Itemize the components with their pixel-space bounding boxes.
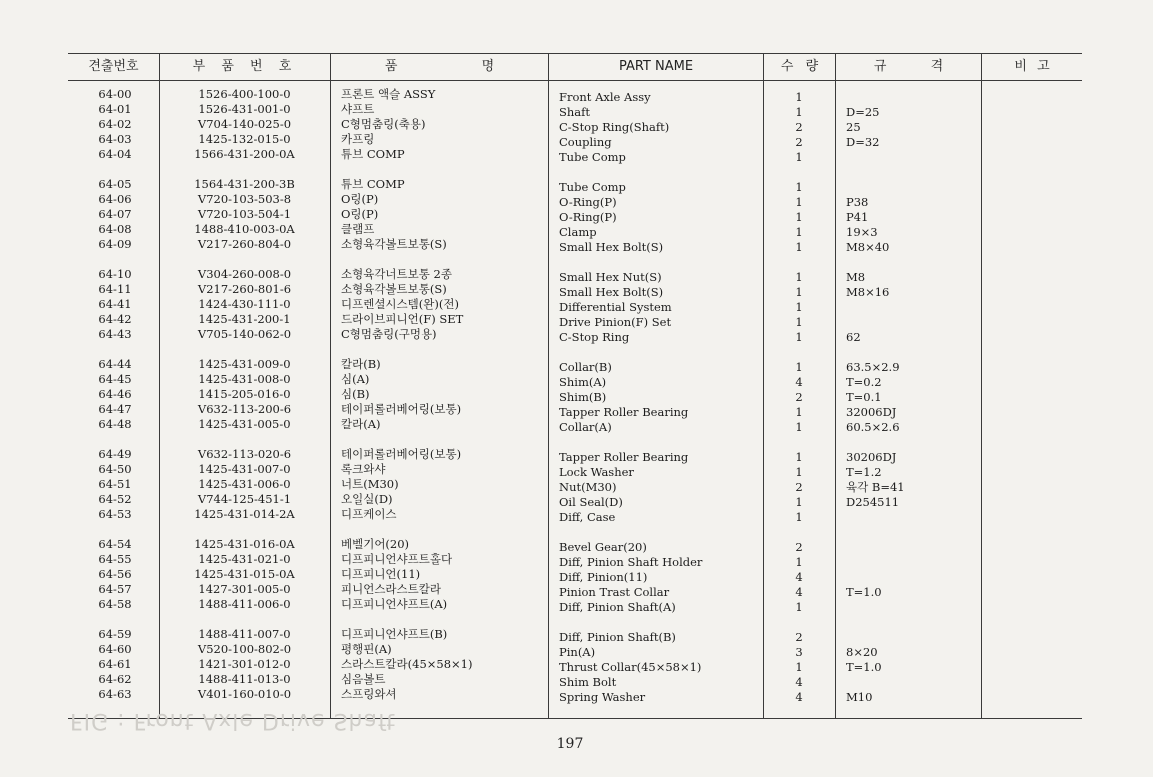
row-part-name: Shaft [559,105,591,119]
row-part-name: Tube Comp [559,180,626,194]
row-quantity: 1 [795,330,803,344]
row-code: 64-58 [98,597,132,611]
row-spec: 8×20 [846,645,878,659]
header-spec: 규 격 [873,59,944,74]
row-code: 64-45 [98,372,132,386]
row-part-number: 1425-431-008-0 [198,372,291,386]
row-korean-name: 오일실(D) [341,492,393,506]
row-quantity: 1 [795,180,803,194]
row-code: 64-46 [98,387,132,401]
row-code: 64-55 [98,552,132,566]
row-spec: P41 [846,210,869,224]
row-quantity: 4 [795,585,803,599]
row-spec: T=1.0 [846,660,882,674]
row-part-number: V704-140-025-0 [197,117,292,131]
row-quantity: 1 [795,555,803,569]
row-part-number: 1425-431-005-0 [198,417,291,431]
row-korean-name: 튜브 COMP [341,177,405,191]
row-part-number: 1425-431-007-0 [198,462,291,476]
row-part-name: O-Ring(P) [559,210,617,224]
row-quantity: 1 [795,240,803,254]
row-korean-name: 튜브 COMP [341,147,405,161]
header-quantity: 수 량 [780,59,819,74]
row-part-name: O-Ring(P) [559,195,617,209]
row-code: 64-41 [98,297,132,311]
row-part-number: 1526-400-100-0 [198,87,291,101]
row-code: 64-09 [98,237,132,251]
row-part-number: 1425-132-015-0 [198,132,291,146]
row-code: 64-43 [98,327,132,341]
row-quantity: 1 [795,150,803,164]
row-part-name: Tube Comp [559,150,626,164]
row-code: 64-01 [98,102,132,116]
row-quantity: 1 [795,270,803,284]
row-spec: T=0.2 [846,375,882,389]
row-code: 64-60 [98,642,132,656]
row-part-number: V632-113-200-6 [197,402,292,416]
header-bottom-rule [68,80,1082,81]
row-korean-name: 디프렌셜시스템(완)(전) [341,297,459,311]
row-part-number: 1488-410-003-0A [194,222,295,236]
row-korean-name: 드라이브피니언(F) SET [341,312,464,326]
row-part-name: C-Stop Ring(Shaft) [559,120,670,134]
bleed-through-text: FIG : Front Axle Drive Shaft [70,708,396,733]
row-part-number: 1425-431-009-0 [198,357,291,371]
row-code: 64-44 [98,357,132,371]
row-code: 64-52 [98,492,132,506]
row-code: 64-47 [98,402,132,416]
row-korean-name: 심(A) [341,372,370,386]
row-korean-name: 샤프트 [341,102,375,116]
row-code: 64-04 [98,147,132,161]
row-quantity: 1 [795,300,803,314]
row-korean-name: 칼라(B) [341,357,381,371]
row-korean-name: 디프피니언샤프트(B) [341,627,448,641]
row-code: 64-11 [98,282,132,296]
row-part-name: Oil Seal(D) [559,495,623,509]
row-part-name: Small Hex Nut(S) [559,270,662,284]
row-quantity: 2 [795,630,803,644]
row-code: 64-63 [98,687,132,701]
row-part-name: Coupling [559,135,612,149]
row-part-name: Shim(A) [559,375,607,389]
row-code: 64-06 [98,192,132,206]
row-part-name: Spring Washer [559,690,646,704]
row-korean-name: C형멈춤링(구멍용) [341,327,437,341]
row-korean-name: 디프피니언샤프트(A) [341,597,448,611]
row-code: 64-05 [98,177,132,191]
row-part-name: Diff, Pinion Shaft Holder [559,555,703,569]
row-part-name: Differential System [559,300,672,314]
row-part-number: 1415-205-016-0 [198,387,291,401]
header-part-number: 부 품 번 호 [192,59,298,74]
row-part-name: Bevel Gear(20) [559,540,647,554]
row-part-name: Small Hex Bolt(S) [559,240,664,254]
row-quantity: 1 [795,225,803,239]
row-quantity: 2 [795,120,803,134]
row-code: 64-61 [98,657,132,671]
row-quantity: 2 [795,135,803,149]
row-korean-name: 칼라(A) [341,417,381,431]
row-quantity: 1 [795,360,803,374]
row-korean-name: 디프케이스 [341,507,397,521]
row-code: 64-54 [98,537,132,551]
row-part-name: C-Stop Ring [559,330,630,344]
row-part-number: V520-100-802-0 [197,642,292,656]
row-korean-name: 클램프 [341,222,375,236]
row-code: 64-48 [98,417,132,431]
row-part-name: Drive Pinion(F) Set [559,315,672,329]
row-korean-name: 록크와샤 [341,462,386,476]
column-divider [981,53,982,718]
row-korean-name: 스라스트칼라(45×58×1) [341,657,473,671]
row-quantity: 1 [795,420,803,434]
row-part-name: Nut(M30) [559,480,617,494]
row-part-number: V217-260-804-0 [197,237,292,251]
row-quantity: 4 [795,690,803,704]
row-quantity: 1 [795,660,803,674]
row-part-name: Collar(A) [559,420,612,434]
row-part-name: Diff, Pinion Shaft(A) [559,600,676,614]
row-part-name: Shim(B) [559,390,607,404]
row-part-name: Diff, Pinion(11) [559,570,648,584]
row-quantity: 1 [795,195,803,209]
row-spec: P38 [846,195,869,209]
row-part-name: Front Axle Assy [559,90,651,104]
page-number: 197 [556,736,584,752]
row-part-name: Pin(A) [559,645,596,659]
row-code: 64-00 [98,87,132,101]
row-korean-name: C형멈춤링(축용) [341,117,426,131]
row-spec: 60.5×2.6 [846,420,900,434]
row-spec: D=25 [846,105,880,119]
row-korean-name: O링(P) [341,192,379,206]
row-part-number: 1488-411-013-0 [198,672,291,686]
row-code: 64-59 [98,627,132,641]
row-korean-name: 피니언스라스트칼라 [341,582,441,596]
row-part-number: 1425-431-016-0A [194,537,295,551]
row-spec: 30206DJ [846,450,897,464]
row-korean-name: O링(P) [341,207,379,221]
row-part-number: V705-140-062-0 [197,327,292,341]
row-spec: T=1.2 [846,465,882,479]
row-korean-name: 심(B) [341,387,370,401]
row-quantity: 1 [795,495,803,509]
header-code: 견출번호 [88,59,139,74]
header-part-name: PART NAME [618,59,694,74]
row-code: 64-51 [98,477,132,491]
row-part-name: Thrust Collar(45×58×1) [559,660,702,674]
row-code: 64-50 [98,462,132,476]
row-part-number: V744-125-451-1 [197,492,292,506]
row-quantity: 1 [795,510,803,524]
row-quantity: 2 [795,480,803,494]
row-quantity: 4 [795,375,803,389]
row-quantity: 1 [795,210,803,224]
row-part-number: V401-160-010-0 [197,687,292,701]
row-spec: M8×40 [846,240,890,254]
row-spec: D254511 [846,495,900,509]
row-spec: 63.5×2.9 [846,360,900,374]
row-korean-name: 너트(M30) [341,477,399,491]
row-code: 64-08 [98,222,132,236]
row-quantity: 1 [795,600,803,614]
row-korean-name: 프론트 액슬 ASSY [341,87,436,101]
row-korean-name: 테이퍼롤러베어링(보통) [341,402,462,416]
row-part-name: Collar(B) [559,360,612,374]
row-spec: D=32 [846,135,880,149]
row-part-name: Lock Washer [559,465,634,479]
row-korean-name: 평행핀(A) [341,642,392,656]
row-korean-name: 소형육각볼트보통(S) [341,237,447,251]
row-spec: 62 [846,330,861,344]
column-divider [763,53,764,718]
row-part-name: Diff, Case [559,510,616,524]
row-quantity: 1 [795,105,803,119]
row-code: 64-53 [98,507,132,521]
row-korean-name: 심음볼트 [341,672,386,686]
row-quantity: 4 [795,675,803,689]
row-quantity: 1 [795,405,803,419]
row-code: 64-49 [98,447,132,461]
row-code: 64-10 [98,267,132,281]
row-part-number: 1427-301-005-0 [198,582,291,596]
row-quantity: 3 [795,645,803,659]
row-part-name: Small Hex Bolt(S) [559,285,664,299]
row-quantity: 1 [795,450,803,464]
row-part-number: 1526-431-001-0 [198,102,291,116]
row-part-name: Pinion Trast Collar [559,585,670,599]
row-korean-name: 스프링와셔 [341,687,397,701]
column-divider [330,53,331,718]
row-quantity: 1 [795,315,803,329]
row-part-number: 1425-431-014-2A [194,507,295,521]
row-part-number: 1564-431-200-3B [194,177,295,191]
row-quantity: 2 [795,540,803,554]
row-spec: 32006DJ [846,405,897,419]
row-spec: 19×3 [846,225,878,239]
row-korean-name: 베벨기어(20) [341,537,410,551]
row-korean-name: 카프링 [341,132,375,146]
row-part-name: Clamp [559,225,597,239]
row-part-number: 1424-430-111-0 [198,297,291,311]
row-part-number: 1488-411-006-0 [198,597,291,611]
row-part-number: V720-103-503-8 [197,192,292,206]
row-code: 64-57 [98,582,132,596]
row-spec: M8×16 [846,285,890,299]
row-part-name: Diff, Pinion Shaft(B) [559,630,676,644]
header-note: 비 고 [1014,59,1050,74]
row-quantity: 1 [795,90,803,104]
row-korean-name: 소형육각너트보통 2종 [341,267,452,281]
row-code: 64-02 [98,117,132,131]
header-korean-name: 품 명 [384,59,495,74]
row-quantity: 1 [795,285,803,299]
row-part-name: Tapper Roller Bearing [559,405,689,419]
row-part-number: V720-103-504-1 [197,207,292,221]
row-spec: T=1.0 [846,585,882,599]
column-divider [159,53,160,718]
row-part-number: 1425-431-006-0 [198,477,291,491]
row-code: 64-56 [98,567,132,581]
row-spec: T=0.1 [846,390,882,404]
row-spec: M8 [846,270,866,284]
row-quantity: 2 [795,390,803,404]
row-part-number: V304-260-008-0 [197,267,292,281]
row-quantity: 1 [795,465,803,479]
row-korean-name: 소형육각볼트보통(S) [341,282,447,296]
row-part-name: Tapper Roller Bearing [559,450,689,464]
row-code: 64-03 [98,132,132,146]
row-code: 64-62 [98,672,132,686]
column-divider [548,53,549,718]
row-code: 64-07 [98,207,132,221]
row-korean-name: 디프피니언샤프트홀다 [341,552,453,566]
row-quantity: 4 [795,570,803,584]
row-spec: M10 [846,690,873,704]
row-part-number: 1425-431-015-0A [194,567,295,581]
row-korean-name: 디프피니언(11) [341,567,421,581]
row-code: 64-42 [98,312,132,326]
row-part-number: 1425-431-200-1 [198,312,291,326]
row-part-number: 1566-431-200-0A [194,147,295,161]
row-part-number: 1425-431-021-0 [198,552,291,566]
row-part-name: Shim Bolt [559,675,617,689]
row-part-number: V632-113-020-6 [197,447,292,461]
row-spec: 25 [846,120,861,134]
column-divider [835,53,836,718]
row-part-number: 1488-411-007-0 [198,627,291,641]
row-part-number: V217-260-801-6 [197,282,292,296]
row-part-number: 1421-301-012-0 [198,657,291,671]
row-spec: 육각 B=41 [846,480,905,494]
row-korean-name: 테이퍼롤러베어링(보통) [341,447,462,461]
